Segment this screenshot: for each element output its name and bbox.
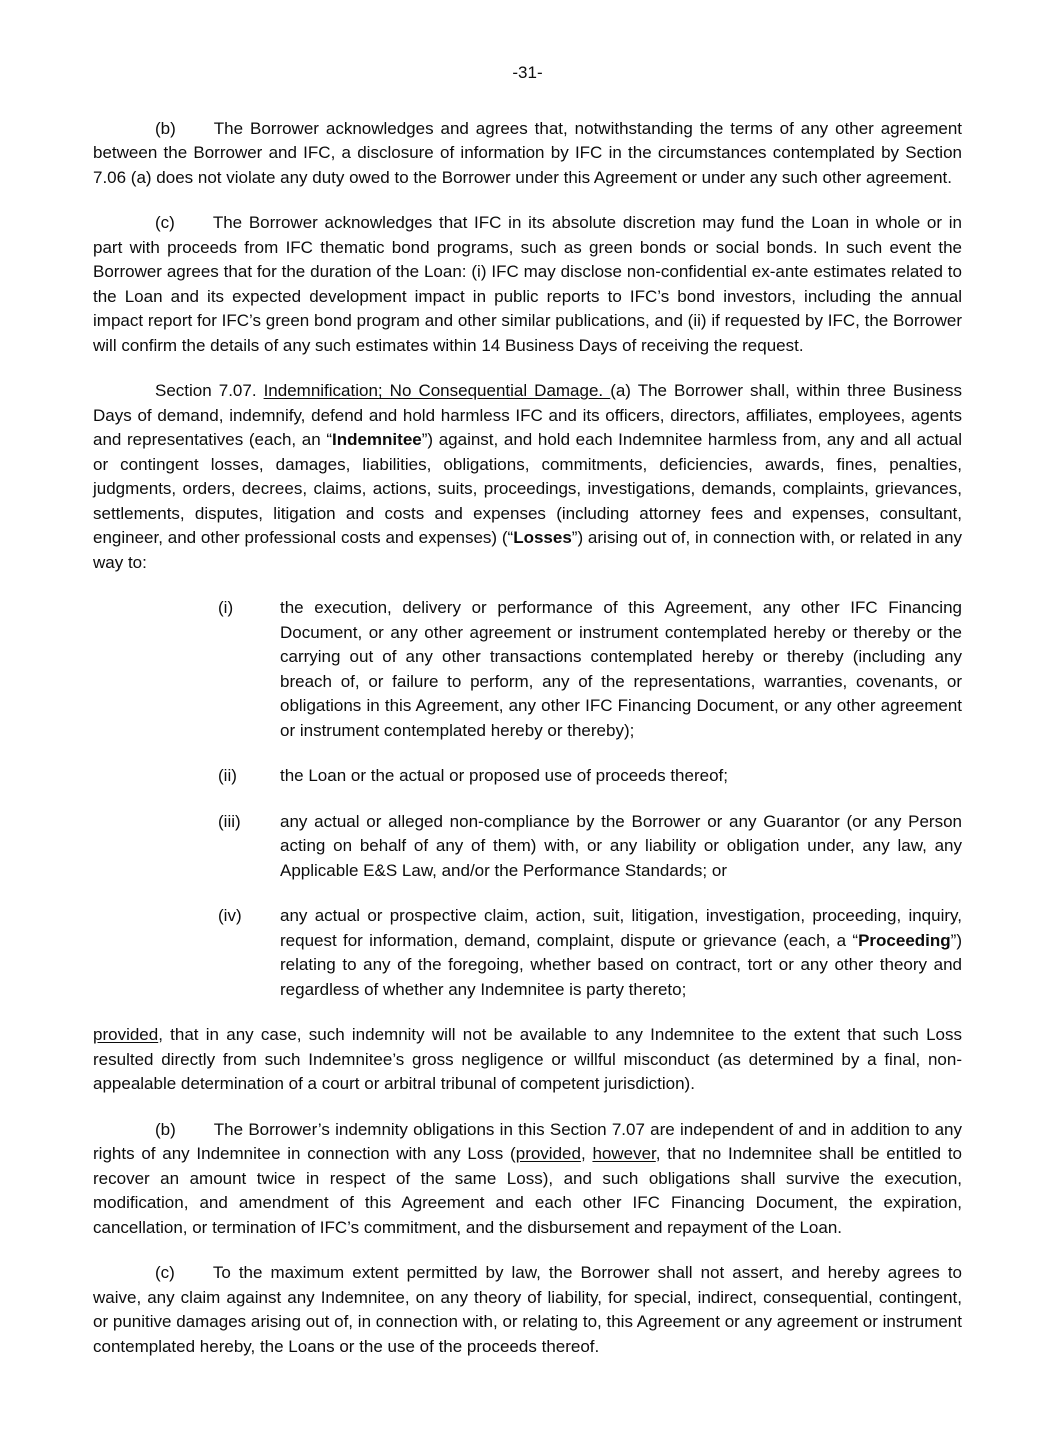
text-run: The Borrower acknowledges and agrees that, notwithstanding the terms of any other agreement between the Borrower and IFC, a disclosure of information by IFC in the circumstances contemplated by Section 7.06 (a) does not violate any duty owed to the Borrower under this Agreement or under any such other agreement. xyxy=(93,118,962,187)
paragraph-7-06-b xyxy=(93,117,962,191)
text-run: ”) arising out of, in connection with, or related in any way to: xyxy=(93,528,962,572)
list-item-number: (iv) xyxy=(218,906,242,925)
paragraph-text xyxy=(93,381,962,572)
text-run: , xyxy=(580,1144,593,1163)
list-item-number: (i) xyxy=(218,598,234,617)
text-run: The Borrower acknowledges that IFC in its absolute discretion may fund the Loan in whole or in part with proceeds from IFC thematic bond programs, such as green bonds or social bonds. In such event the Borrower agrees that for the duration of the Loan: (i) IFC may disclose non-confidential ex-ante estimates related to the Loan and its expected development impact in public reports to IFC’s bond investors, including the annual impact report for IFC’s green bond program and other similar publications, and (ii) if requested by IFC, the Borrower will confirm the details of any such estimates within 14 Business Days of receiving the request. xyxy=(93,213,962,355)
text-run: , that in any case, such indemnity will not be available to any Indemnitee to the extent that such Loss resulted directly from such Indemnitee’s gross negligence or willful misconduct (as determined by a final, non-appealable determination of a court or arbitral tribunal of competent jurisdiction). xyxy=(93,1025,962,1093)
paragraph-label: (c) xyxy=(155,213,175,232)
list-item-number: (ii) xyxy=(218,766,237,785)
text-run: To the maximum extent permitted by law, the Borrower shall not assert, and hereby agrees to waive, any claim against any Indemnitee, on any theory of liability, for special, indirect, consequential, contingent, or punitive damages arising out of, in connection with, or relating to, this Agreement or any agreement or instrument contemplated hereby, the Loans or the use of the proceeds thereof. xyxy=(93,1263,962,1356)
text-run: (a) The Borrower shall, within three Business Days of demand, indemnify, defend and hold harmless IFC and its officers, directors, affiliates, employees, agents and representatives (each, an “ xyxy=(93,381,962,449)
paragraph-7-06-c xyxy=(93,211,962,358)
paragraph-text xyxy=(93,1025,962,1093)
list-item-i xyxy=(218,596,962,743)
paragraph-label: (b) xyxy=(155,1119,176,1139)
text-run: Section 7.07. xyxy=(155,381,264,400)
list-item-iii xyxy=(218,810,962,884)
paragraph-text xyxy=(93,1120,962,1237)
text-run: any actual or prospective claim, action, suit, litigation, investigation, proceeding, inquiry, request for information, demand, complaint, dispute or grievance (each, a “ xyxy=(280,906,962,950)
text-run: Indemnification; No Consequential Damage. xyxy=(263,381,611,400)
list-item-text xyxy=(280,812,962,880)
list-item-text xyxy=(280,598,962,740)
paragraph-7-07-b xyxy=(93,1118,962,1241)
section-7-07-paragraph xyxy=(93,379,962,575)
text-run: however xyxy=(592,1144,656,1163)
paragraph-text xyxy=(93,213,962,355)
text-run: Losses xyxy=(513,528,572,547)
list-item-text xyxy=(280,906,962,999)
paragraph-label: (b) xyxy=(155,118,176,138)
list-item-text xyxy=(280,766,728,785)
list-item-iv xyxy=(218,904,962,1002)
paragraph-label: (c) xyxy=(155,1263,175,1282)
text-run: Indemnitee xyxy=(331,430,422,449)
text-run: ”) relating to any of the foregoing, whether based on contract, tort or any other theory and regardless of whether any Indemnitee is party thereto; xyxy=(280,930,962,999)
list-item-ii xyxy=(218,764,962,789)
text-run: , that no Indemnitee shall be entitled to recover an amount twice in respect of the same Loss), and such obligations shall survive the execution, modification, and amendment of this Agreement and each other IFC Financing Document, the expiration, cancellation, or termination of IFC’s commitment, and the disbursement and repayment of the Loan. xyxy=(93,1144,963,1237)
page-number: -31- xyxy=(512,63,543,82)
paragraph-text xyxy=(93,119,962,187)
paragraph-text xyxy=(93,1263,962,1356)
text-run: Proceeding xyxy=(858,930,951,950)
paragraph-7-07-c xyxy=(93,1261,962,1359)
text-run: provided xyxy=(93,1025,159,1044)
text-run: ”) against, and hold each Indemnitee harmless from, any and all actual or contingent losses, damages, liabilities, obligations, commitments, deficiencies, awards, fines, penalties, judgments, orders, decrees, claims, actions, suits, proceedings, investigations, demands, complaints, grievances, settlements, disputes, litigation and costs and expenses (including attorney fees and expenses, consultant, engineer, and other professional costs and expenses) (“ xyxy=(93,430,962,547)
text-run: the execution, delivery or performance of this Agreement, any other IFC Financing Document, or any other agreement or instrument contemplated hereby or thereby or the carrying out of any other transactions contemplated hereby or thereby (including any breach of, or failure to perform, any of the representations, warranties, covenants, or obligations in this Agreement, any other IFC Financing Document, or any other agreement or instrument contemplated hereby or thereby); xyxy=(280,598,962,740)
text-run: the Loan or the actual or proposed use of proceeds thereof; xyxy=(280,766,728,785)
text-run: any actual or alleged non-compliance by the Borrower or any Guarantor (or any Person acting on behalf of any of them) with, or any liability or obligation under, any law, any Applicable E&S Law, and/or the Performance Standards; or xyxy=(280,811,962,880)
list-item-number: (iii) xyxy=(218,811,241,831)
text-run: provided xyxy=(515,1144,581,1163)
text-run: The Borrower’s indemnity obligations in this Section 7.07 are independent of and in addition to any rights of any Indemnitee in connection with any Loss ( xyxy=(93,1119,962,1163)
proviso-paragraph xyxy=(93,1023,962,1097)
